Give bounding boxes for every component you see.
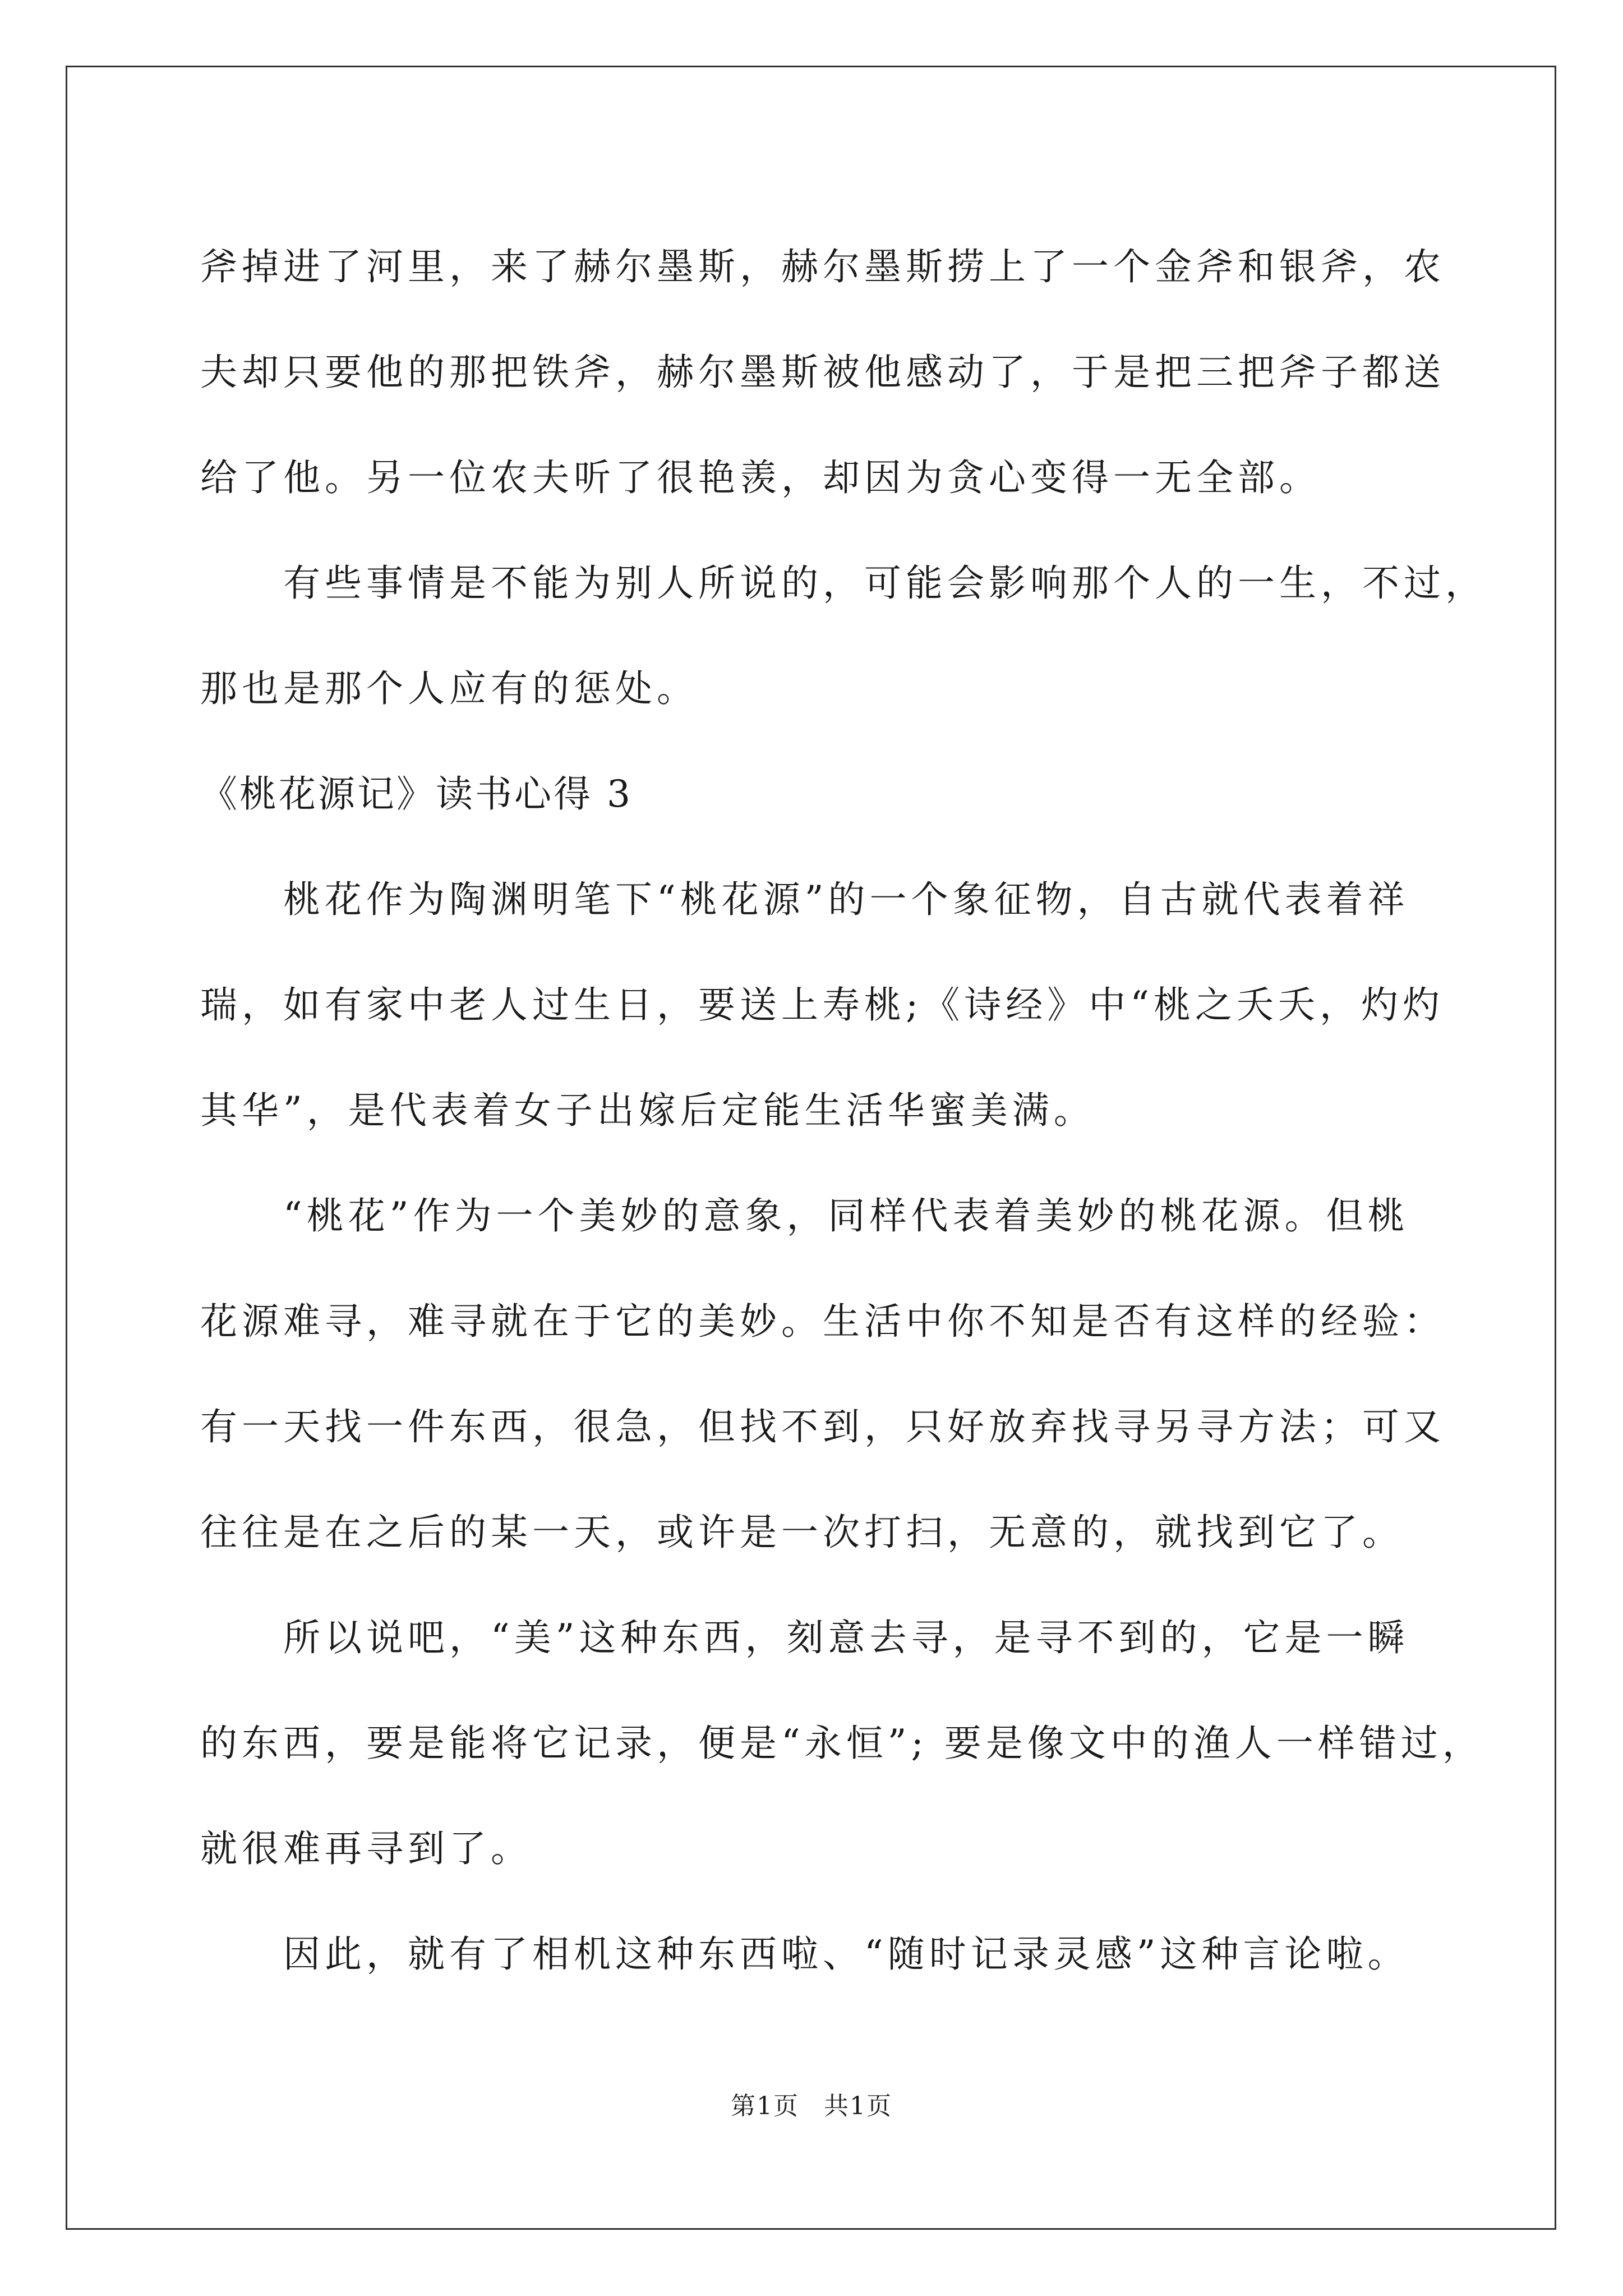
text-line-1: 斧掉进了河里，来了赫尔墨斯，赫尔墨斯捞上了一个金斧和银斧，农 [200, 245, 1445, 288]
text-line-9: 其华”，是代表着女子出嫁后定能生活华蜜美满。 [200, 1089, 1095, 1132]
text-line-11: 花源难寻，难寻就在于它的美妙。生活中你不知是否有这样的经验： [200, 1300, 1445, 1343]
section-heading: 《桃花源记》读书心得 3 [200, 772, 633, 816]
text-line-7: 桃花作为陶渊明笔下“桃花源”的一个象征物，自古就代表着祥 [283, 878, 1409, 921]
page-number-current: 第1页 [731, 2092, 799, 2120]
text-line-2: 夫却只要他的那把铁斧，赫尔墨斯被他感动了，于是把三把斧子都送 [200, 351, 1445, 394]
text-line-10: “桃花”作为一个美妙的意象，同样代表着美妙的桃花源。但桃 [283, 1194, 1409, 1237]
text-line-8: 瑞，如有家中老人过生日，要送上寿桃;《诗经》中“桃之夭夭，灼灼 [200, 983, 1444, 1027]
document-body [200, 214, 1487, 2007]
text-line-16: 就很难再寻到了。 [200, 1827, 532, 1870]
text-line-17: 因此，就有了相机这种东西啦、“随时记录灵感”这种言论啦。 [283, 1932, 1409, 1976]
text-line-14: 所以说吧，“美”这种东西，刻意去寻，是寻不到的，它是一瞬 [283, 1616, 1409, 1659]
text-line-13: 往往是在之后的某一天，或许是一次打扫，无意的，就找到它了。 [200, 1511, 1404, 1554]
text-line-3: 给了他。另一位农夫听了很艳羡，却因为贪心变得一无全部。 [200, 456, 1321, 499]
text-line-15: 的东西，要是能将它记录，便是“永恒”; 要是像文中的渔人一样错过， [200, 1722, 1484, 1765]
page-number-total: 共1页 [824, 2092, 892, 2120]
page-footer [0, 2090, 1623, 2123]
text-line-5: 那也是那个人应有的惩处。 [200, 667, 698, 710]
text-line-4: 有些事情是不能为别人所说的，可能会影响那个人的一生，不过， [283, 562, 1487, 605]
text-line-12: 有一天找一件东西，很急，但找不到，只好放弃找寻另寻方法；可又 [200, 1405, 1445, 1448]
